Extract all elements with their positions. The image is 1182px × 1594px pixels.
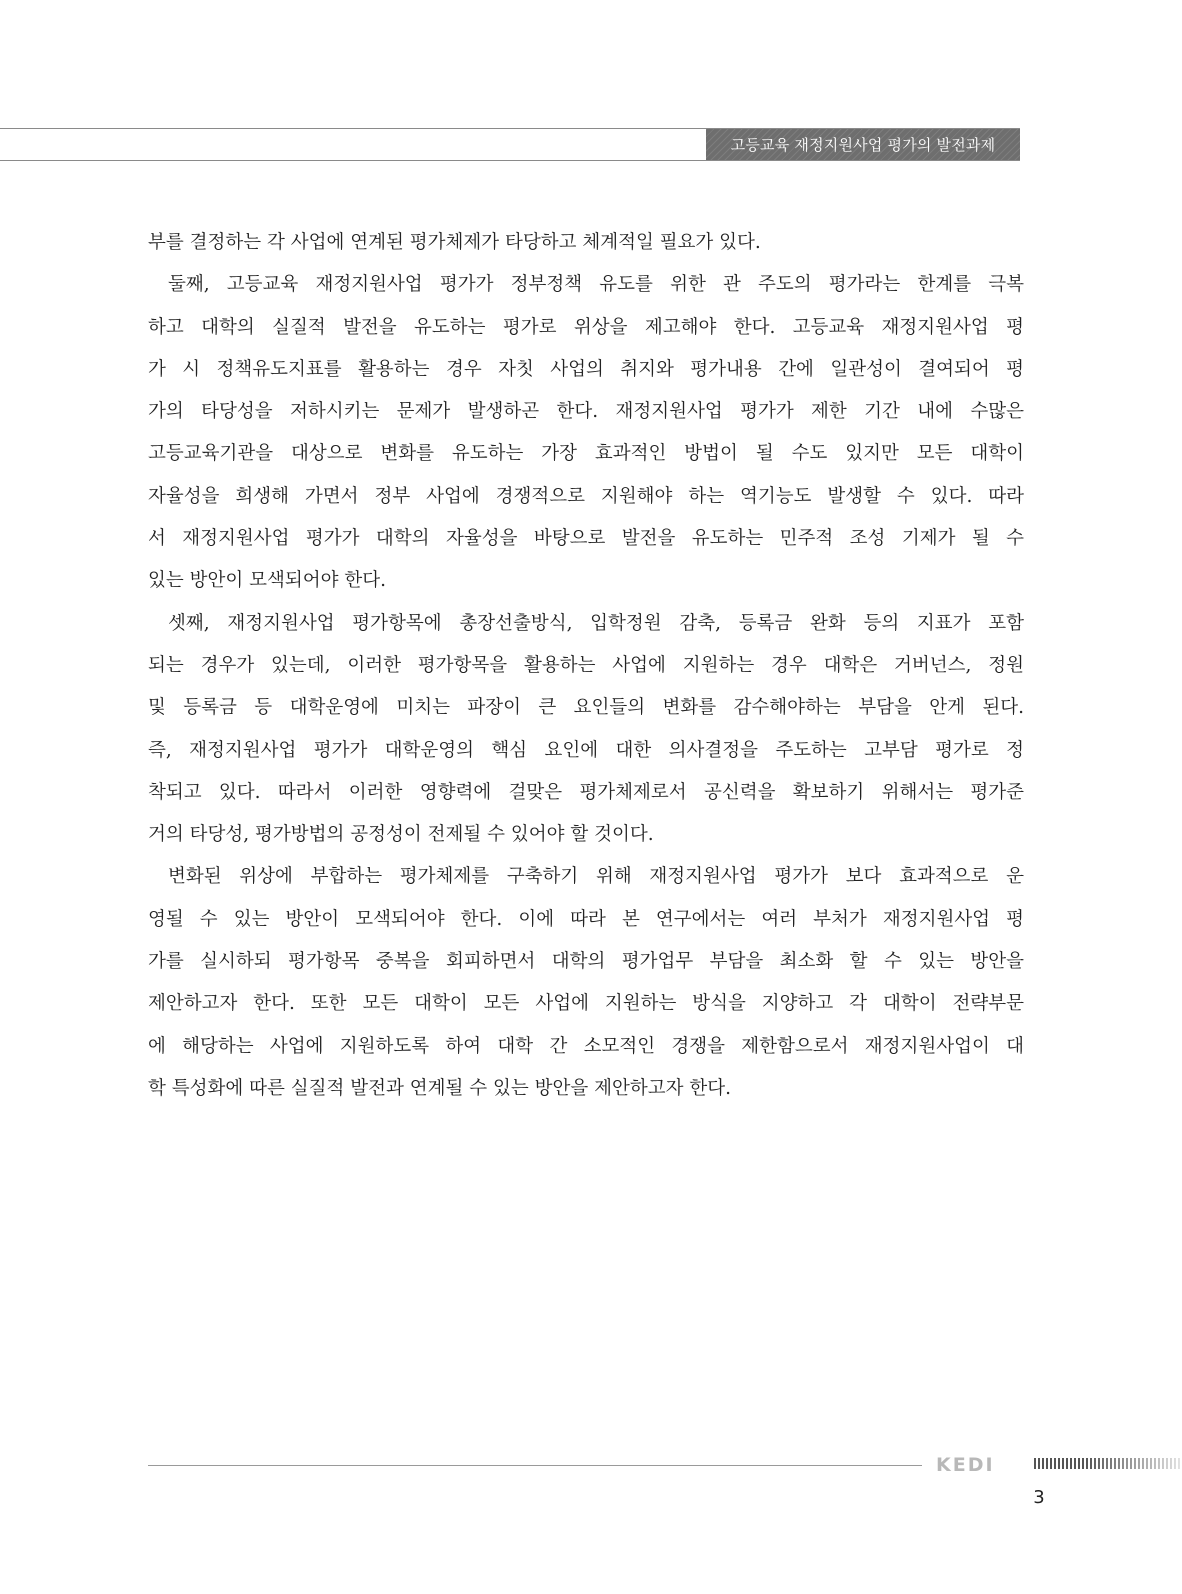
running-header-title: 고등교육 재정지원사업 평가의 발전과제	[730, 136, 996, 154]
footer-barcode-decoration	[1034, 1458, 1182, 1469]
paragraph-line: 즉, 재정지원사업 평가가 대학운영의 핵심 요인에 대한 의사결정을 주도하는 고부담 평가로 정	[148, 739, 1024, 761]
paragraph-line: 둘째, 고등교육 재정지원사업 평가가 정부정책 유도를 위한 관 주도의 평가라는 한계를 극복	[168, 274, 1024, 296]
body-text	[148, 222, 1024, 1110]
paragraph-line: 서 재정지원사업 평가가 대학의 자율성을 바탕으로 발전을 유도하는 민주적 조성 기제가 될 수	[148, 528, 1024, 550]
footer-rule	[148, 1465, 922, 1466]
paragraph-line: 및 등록금 등 대학운영에 미치는 파장이 큰 요인들의 변화를 감수해야하는 부담을 안게 된다.	[148, 697, 1024, 719]
paragraph-line: 가의 타당성을 저하시키는 문제가 발생하곤 한다. 재정지원사업 평가가 제한 기간 내에 수많은	[148, 401, 1024, 423]
paragraph-line: 고등교육기관을 대상으로 변화를 유도하는 가장 효과적인 방법이 될 수도 있지만 모든 대학이	[148, 443, 1024, 465]
running-header-tab	[706, 129, 1020, 160]
page-number: 3	[1033, 1487, 1045, 1508]
paragraph-line: 셋째, 재정지원사업 평가항목에 총장선출방식, 입학정원 감축, 등록금 완화 등의 지표가 포함	[168, 612, 1024, 634]
paragraph-line: 있는 방안이 모색되어야 한다.	[148, 570, 386, 592]
paragraph-line: 가를 실시하되 평가항목 중복을 회피하면서 대학의 평가업무 부담을 최소화 할 수 있는 방안을	[148, 951, 1024, 973]
paragraph-line: 거의 타당성, 평가방법의 공정성이 전제될 수 있어야 할 것이다.	[148, 824, 654, 846]
paragraph-line: 착되고 있다. 따라서 이러한 영향력에 걸맞은 평가체제로서 공신력을 확보하기 위해서는 평가준	[148, 781, 1024, 803]
paragraph-line: 영될 수 있는 방안이 모색되어야 한다. 이에 따라 본 연구에서는 여러 부처가 재정지원사업 평	[148, 908, 1024, 930]
paragraph-line: 자율성을 희생해 가면서 정부 사업에 경쟁적으로 지원해야 하는 역기능도 발생할 수 있다. 따라	[148, 485, 1024, 507]
paragraph-line: 학 특성화에 따른 실질적 발전과 연계될 수 있는 방안을 제안하고자 한다.	[148, 1077, 731, 1099]
kedi-logo: KEDI	[936, 1454, 995, 1476]
paragraph-line: 되는 경우가 있는데, 이러한 평가항목을 활용하는 사업에 지원하는 경우 대학은 거버넌스, 정원	[148, 654, 1024, 676]
header-rule-bottom	[0, 160, 1020, 161]
paragraph-line: 가 시 정책유도지표를 활용하는 경우 자칫 사업의 취지와 평가내용 간에 일관성이 결여되어 평	[148, 358, 1024, 380]
paragraph-line: 부를 결정하는 각 사업에 연계된 평가체제가 타당하고 체계적일 필요가 있다.	[148, 232, 761, 253]
paragraph-line: 하고 대학의 실질적 발전을 유도하는 평가로 위상을 제고해야 한다. 고등교육 재정지원사업 평	[148, 316, 1024, 338]
paragraph-line: 에 해당하는 사업에 지원하도록 하여 대학 간 소모적인 경쟁을 제한함으로서 재정지원사업이 대	[148, 1035, 1024, 1057]
paragraph-line: 제안하고자 한다. 또한 모든 대학이 모든 사업에 지원하는 방식을 지양하고 각 대학이 전략부문	[148, 993, 1024, 1015]
paragraph-line: 변화된 위상에 부합하는 평가체제를 구축하기 위해 재정지원사업 평가가 보다 효과적으로 운	[168, 866, 1024, 888]
